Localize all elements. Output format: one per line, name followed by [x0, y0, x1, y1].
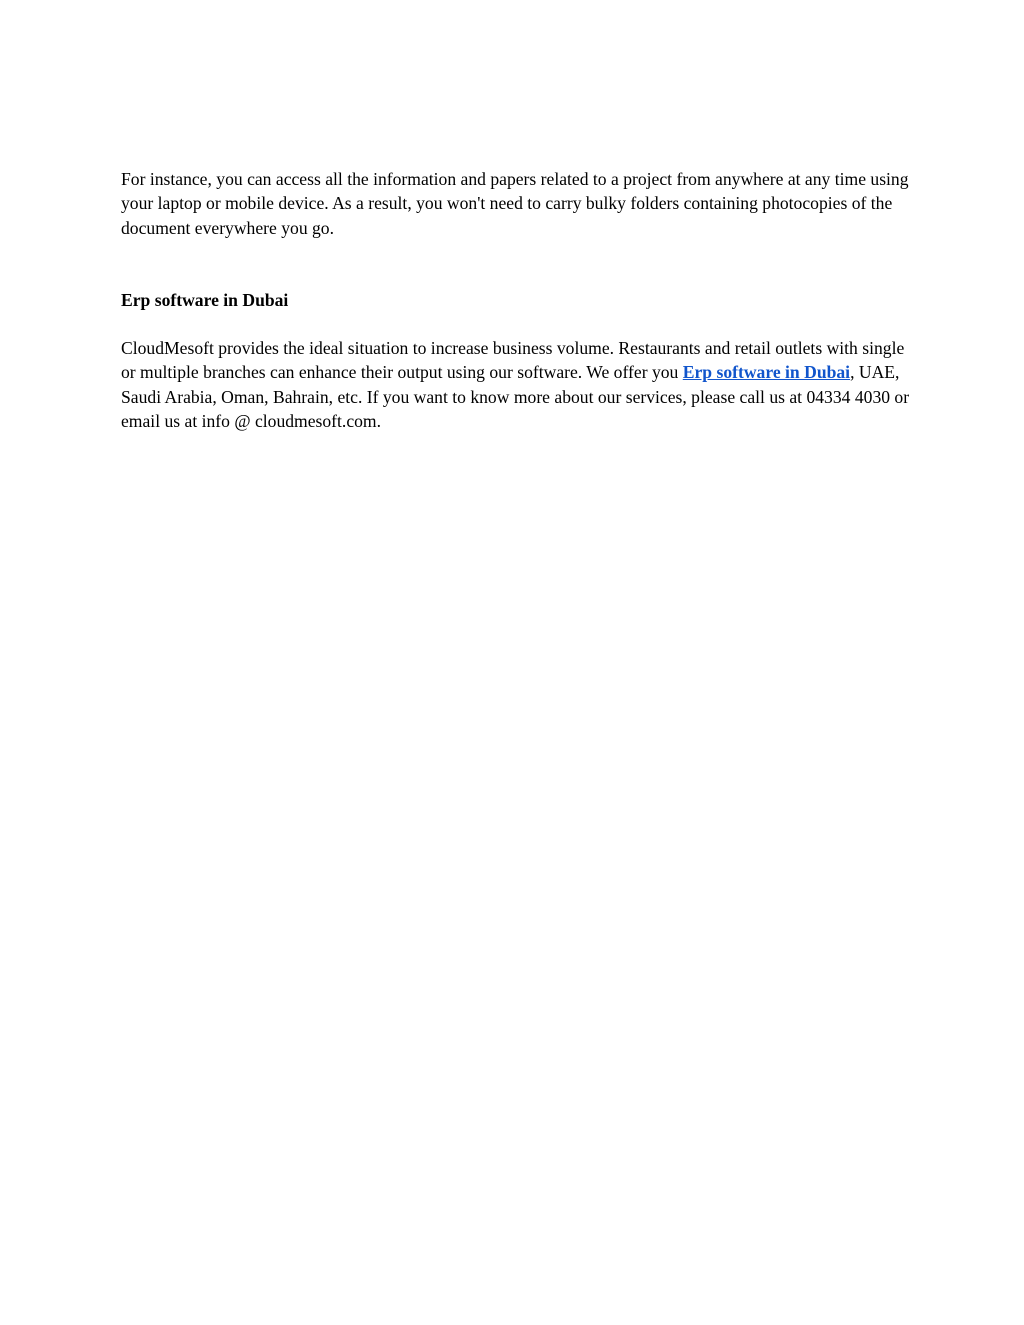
body-paragraph [121, 336, 911, 433]
intro-paragraph: For instance, you can access all the information and papers related to a project from anywhere at any time using your laptop or mobile device. As a result, you won't need to carry bulky folders containing photocopies of the document everywhere you go. [121, 169, 909, 238]
erp-software-link[interactable]: Erp software in Dubai [682, 362, 851, 383]
section-heading: Erp software in Dubai [121, 289, 289, 310]
body-text-before-link: CloudMesoft provides the ideal situation to increase business volume. Restaurants and retail outlets with single or multiple branches can enhance their output using our software. We offer you [121, 338, 905, 383]
document-content [121, 167, 911, 433]
body-text-after-link: , UAE, Saudi Arabia, Oman, Bahrain, etc. If you want to know more about our services, please call us at 04334 4030 or email us at info @ cloudmesoft.com. [121, 362, 910, 432]
